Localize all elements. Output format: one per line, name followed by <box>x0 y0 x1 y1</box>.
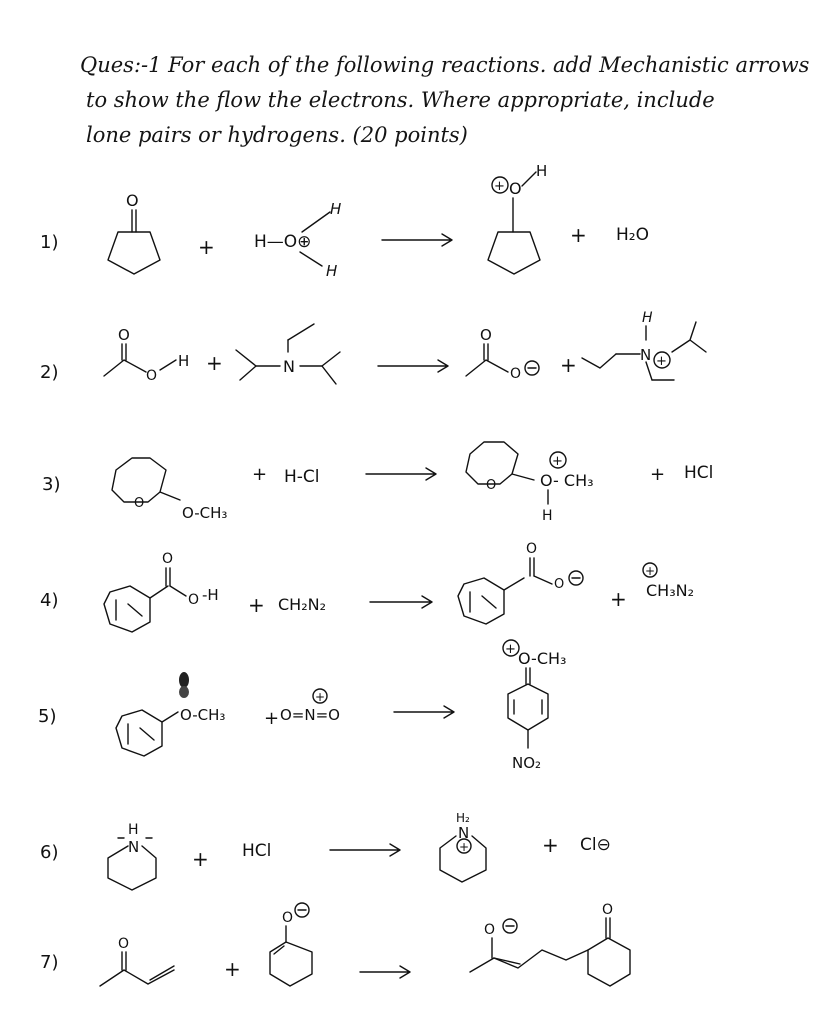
svg-text:+: + <box>252 464 268 485</box>
svg-text:H: H <box>326 262 338 280</box>
svg-text:+: + <box>650 464 666 485</box>
diisopropylethylamine <box>236 324 340 384</box>
reaction-arrow <box>394 706 454 718</box>
svg-text:+: + <box>224 957 241 981</box>
reaction-arrow <box>370 596 432 608</box>
michael-adduct <box>470 902 630 986</box>
protonated-ketone <box>488 162 547 274</box>
svg-text:N: N <box>458 824 470 842</box>
svg-text:O: O <box>282 910 294 926</box>
svg-text:H: H <box>178 352 190 370</box>
reaction-arrow <box>378 360 448 372</box>
question-label: Ques:-1 <box>80 53 162 77</box>
svg-text:N: N <box>640 346 652 364</box>
svg-text:H: H <box>542 508 553 524</box>
svg-text:N: N <box>128 838 140 856</box>
svg-text:O: O <box>486 478 497 493</box>
benzoic-acid <box>104 551 219 632</box>
acetic-acid <box>104 326 189 384</box>
svg-text:H: H <box>642 310 653 326</box>
question-line-3: lone pairs or hydrogens. (20 points) <box>86 123 468 147</box>
svg-text:+: + <box>656 354 667 369</box>
hcl: HCl <box>242 841 272 861</box>
reaction-arrow <box>360 966 410 978</box>
svg-text:O: O <box>134 496 145 511</box>
svg-text:+: + <box>552 454 563 469</box>
product-group: O-CH₃ <box>518 649 567 668</box>
reagent: O=N=O <box>280 706 340 724</box>
reaction-arrow <box>382 234 452 246</box>
reagent: H—O⊕ <box>254 232 312 252</box>
reaction-number: 2) <box>40 362 59 383</box>
svg-text:O: O <box>162 551 174 567</box>
svg-text:+: + <box>264 708 280 729</box>
svg-text:+: + <box>494 179 505 194</box>
svg-text:+: + <box>459 840 470 854</box>
substituent: O-CH₃ <box>180 706 226 724</box>
water: H₂O <box>616 225 649 245</box>
nitrogen: N <box>283 357 295 376</box>
anisole <box>116 672 225 756</box>
reaction-number: 7) <box>40 952 59 973</box>
svg-text:+: + <box>645 564 656 578</box>
reaction-2 <box>40 310 706 384</box>
question-line-1: Ques:-1 For each of the following reactions. add Mechanistic arrows <box>80 53 810 77</box>
chloride: Cl⊖ <box>580 835 611 855</box>
question-line-2: to show the flow the electrons. Where appropriate, include <box>86 88 715 112</box>
piperidine <box>108 822 156 890</box>
sigma-complex <box>503 640 566 772</box>
svg-text:O: O <box>602 902 614 918</box>
svg-text:O: O <box>554 577 565 592</box>
svg-text:O: O <box>118 326 130 344</box>
reaction-1 <box>40 162 649 280</box>
svg-text:H₂: H₂ <box>456 811 470 825</box>
methyl-vinyl-ketone <box>100 936 174 986</box>
nitronium <box>264 689 340 729</box>
svg-text:O: O <box>118 936 130 952</box>
svg-text:+: + <box>570 223 587 247</box>
product-group: O- CH₃ <box>540 471 594 490</box>
svg-text:O: O <box>480 326 492 344</box>
benzoate <box>458 541 583 624</box>
reaction-arrow <box>330 844 400 856</box>
reaction-7 <box>40 902 630 986</box>
svg-text:+: + <box>610 587 627 611</box>
reaction-6 <box>40 811 611 890</box>
svg-text:O: O <box>509 179 522 198</box>
svg-text:O: O <box>126 191 139 210</box>
svg-text:O: O <box>526 541 538 557</box>
reagent: H-Cl <box>284 467 320 487</box>
reaction-4 <box>40 541 694 632</box>
ammonium-ion <box>582 310 706 380</box>
piperidinium <box>440 811 486 882</box>
nitro-group: NO₂ <box>512 754 542 772</box>
methyldiazonium: CH₃N₂ <box>646 581 694 600</box>
svg-text:H: H <box>536 162 548 180</box>
hcl: HCl <box>684 463 714 483</box>
reaction-number: 3) <box>42 474 61 495</box>
svg-text:+: + <box>192 847 209 871</box>
enolate <box>270 903 312 986</box>
reaction-arrow <box>366 468 436 480</box>
svg-text:O: O <box>188 592 200 608</box>
svg-text:O: O <box>146 368 158 384</box>
reaction-number: 5) <box>38 706 57 727</box>
svg-text:+: + <box>505 642 516 657</box>
reaction-5 <box>38 640 566 772</box>
svg-text:+: + <box>542 833 559 857</box>
svg-text:+: + <box>560 353 577 377</box>
acetate <box>466 326 539 382</box>
hydronium-ion <box>254 200 341 280</box>
methoxy-tetrahydropyran <box>112 458 227 522</box>
svg-text:+: + <box>206 351 223 375</box>
svg-text:-H: -H <box>202 586 219 604</box>
svg-text:H: H <box>330 200 342 218</box>
svg-text:+: + <box>248 593 265 617</box>
reaction-number: 6) <box>40 842 59 863</box>
oxonium-product <box>466 442 594 524</box>
plus-sign: + <box>198 235 215 259</box>
svg-text:+: + <box>315 690 326 704</box>
svg-text:H: H <box>128 822 139 838</box>
svg-text:O: O <box>510 366 522 382</box>
cyclopentanone <box>108 191 160 274</box>
diazomethane: CH₂N₂ <box>278 595 326 614</box>
reaction-number: 4) <box>40 590 59 611</box>
reaction-number: 1) <box>40 232 59 253</box>
svg-text:O: O <box>484 922 496 938</box>
substituent: O-CH₃ <box>182 504 228 522</box>
reaction-3 <box>42 442 713 524</box>
